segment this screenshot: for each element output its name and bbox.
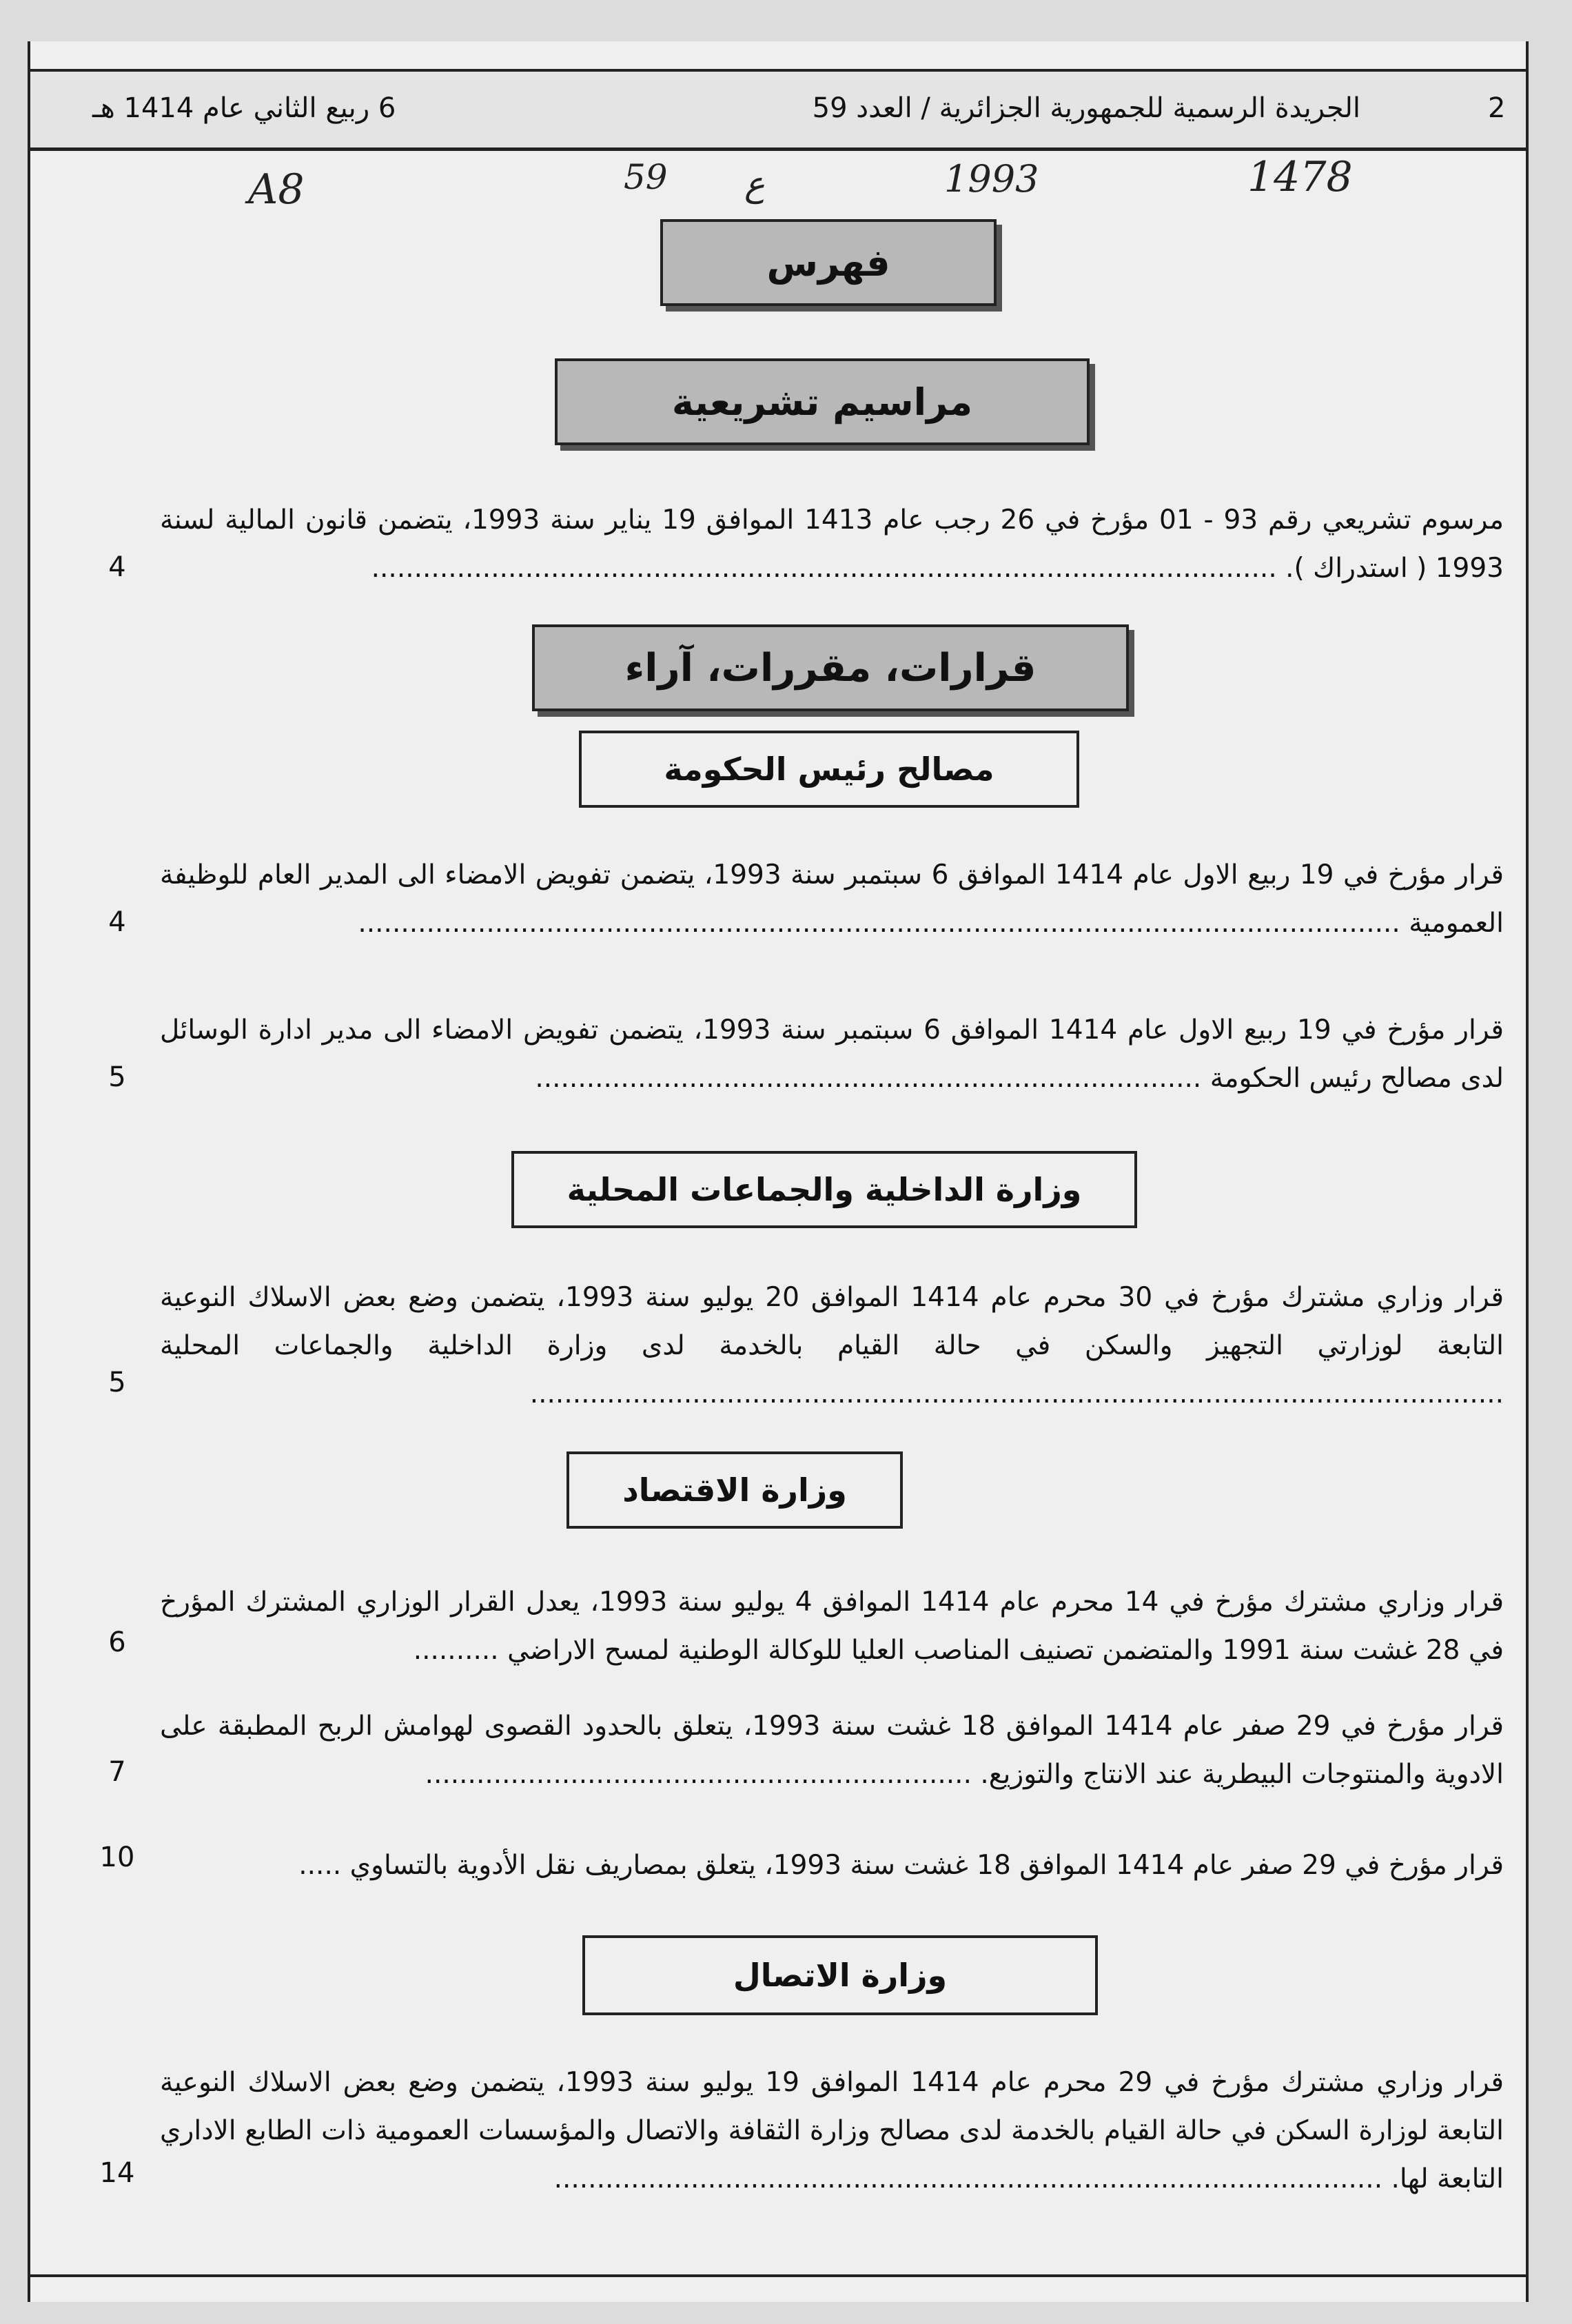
handwritten-note-59: 59 [624,157,668,197]
page-header [30,69,1526,151]
entry-page: 4 [108,551,126,583]
subsection-title-interior: وزارة الداخلية والجماعات المحلية [511,1151,1137,1228]
entry-page: 7 [108,1756,126,1788]
page-number: 2 [1488,92,1506,124]
entry-text: قرار مؤرخ في 29 صفر عام 1414 الموافق 18 غشت سنة 1993، يتعلق بمصاريف نقل الأدوية بالتساوي [349,1850,1504,1881]
entry-page: 10 [99,1842,135,1873]
entry-communication-1: قرار وزاري مشترك مؤرخ في 29 محرم عام 1414 الموافق 19 يوليو سنة 1993، يتضمن وضع بعض الاسلاك النوعية التابعة لوزارة السكن في حالة القيام بالخدمة لدى مصالح وزارة الثقافة والاتصال والمؤسسات العمومية ذات الطابع الاداري التابعة لها. ................................................................................................. [160,2067,1504,2194]
entry-page: 6 [108,1627,126,1658]
entry-economy-1: قرار وزاري مشترك مؤرخ في 14 محرم عام 1414 الموافق 4 يوليو سنة 1993، يعدل القرار الوزاري المشترك المؤرخ في 28 غشت سنة 1991 والمتضمن تصنيف المناصب العليا للوكالة الوطنية لمسح الاراضي .......... [160,1587,1504,1666]
index-title: فهرس [660,219,997,306]
entry-text: قرار وزاري مشترك مؤرخ في 29 محرم عام 1414 الموافق 19 يوليو سنة 1993، يتضمن وضع بعض الاسلاك النوعية التابعة لوزارة السكن في حالة القيام بالخدمة لدى مصالح وزارة الثقافة والاتصال والمؤسسات العمومية ذات الطابع الاداري التابعة لها. [160,2067,1504,2194]
section-title-legislative-decrees: مراسيم تشريعية [555,358,1090,445]
subsection-title-communication: وزارة الاتصال [582,1935,1098,2015]
subsection-title-economy: وزارة الاقتصاد [566,1451,903,1529]
issue-date: 6 ربيع الثاني عام 1414 هـ [92,92,396,124]
entry-legislative-decree: مرسوم تشريعي رقم 93 - 01 مؤرخ في 26 رجب عام 1413 الموافق 19 يناير سنة 1993، يتضمن قانون المالية لسنة 1993 ( استدراك ). .......................................................................................................... [160,504,1504,584]
entry-page: 5 [108,1061,126,1093]
subsection-title-government: مصالح رئيس الحكومة [579,731,1079,808]
handwritten-note-ain: ع [744,164,765,204]
entry-interior-1: قرار وزاري مشترك مؤرخ في 30 محرم عام 1414 الموافق 20 يوليو سنة 1993، يتضمن وضع بعض الاسلاك النوعية التابعة لوزارتي التجهيز والسكن في حالة القيام بالخدمة لدى وزارة الداخلية والجماعات المحلية .................................................................................................................. [160,1282,1504,1409]
entry-page: 4 [108,906,126,938]
handwritten-note-right: 1478 [1247,153,1353,201]
entry-text: قرار مؤرخ في 19 ربيع الاول عام 1414 الموافق 6 سبتمبر سنة 1993، يتضمن تفويض الامضاء الى مدير ادارة الوسائل لدى مصالح رئيس الحكومة [160,1015,1504,1094]
entry-economy-3: قرار مؤرخ في 29 صفر عام 1414 الموافق 18 غشت سنة 1993، يتعلق بمصاريف نقل الأدوية بالتساوي ..... [298,1850,1504,1881]
handwritten-note-left: A8 [248,165,305,214]
entry-text: مرسوم تشريعي رقم 93 - 01 مؤرخ في 26 رجب عام 1413 الموافق 19 يناير سنة 1993، يتضمن قانون المالية لسنة 1993 ( استدراك ). [160,504,1504,584]
section-title-decisions: قرارات، مقررات، آراء [532,624,1129,711]
handwritten-note-year: 1993 [944,157,1039,201]
entry-text: قرار وزاري مشترك مؤرخ في 14 محرم عام 1414 الموافق 4 يوليو سنة 1993، يعدل القرار الوزاري المشترك المؤرخ في 28 غشت سنة 1991 والمتضمن تصنيف المناصب العليا للوكالة الوطنية لمسح الاراضي [160,1587,1504,1666]
entry-text: قرار مؤرخ في 19 ربيع الاول عام 1414 الموافق 6 سبتمبر سنة 1993، يتضمن تفويض الامضاء الى المدير العام للوظيفة العمومية [160,859,1504,939]
entry-government-1: قرار مؤرخ في 19 ربيع الاول عام 1414 الموافق 6 سبتمبر سنة 1993، يتضمن تفويض الامضاء الى المدير العام للوظيفة العمومية .......................................................................................................................... [160,859,1504,939]
journal-title: الجريدة الرسمية للجمهورية الجزائرية / العدد 59 [812,92,1360,124]
entry-government-2: قرار مؤرخ في 19 ربيع الاول عام 1414 الموافق 6 سبتمبر سنة 1993، يتضمن تفويض الامضاء الى مدير ادارة الوسائل لدى مصالح رئيس الحكومة .............................................................................. [160,1015,1504,1094]
entry-text: قرار وزاري مشترك مؤرخ في 30 محرم عام 1414 الموافق 20 يوليو سنة 1993، يتضمن وضع بعض الاسلاك النوعية التابعة لوزارتي التجهيز والسكن في حالة القيام بالخدمة لدى وزارة الداخلية والجماعات المحلية [160,1282,1504,1361]
entry-page: 14 [99,2157,135,2189]
entry-page: 5 [108,1367,126,1398]
page-bottom-rule [30,2274,1526,2277]
entry-economy-2: قرار مؤرخ في 29 صفر عام 1414 الموافق 18 غشت سنة 1993، يتعلق بالحدود القصوى لهوامش الربح المطبقة على الادوية والمنتوجات البيطرية عند الانتاج والتوزيع. ................................................................ [160,1711,1504,1790]
entry-text: قرار مؤرخ في 29 صفر عام 1414 الموافق 18 غشت سنة 1993، يتعلق بالحدود القصوى لهوامش الربح المطبقة على الادوية والمنتوجات البيطرية عند الانتاج والتوزيع. [160,1711,1504,1790]
